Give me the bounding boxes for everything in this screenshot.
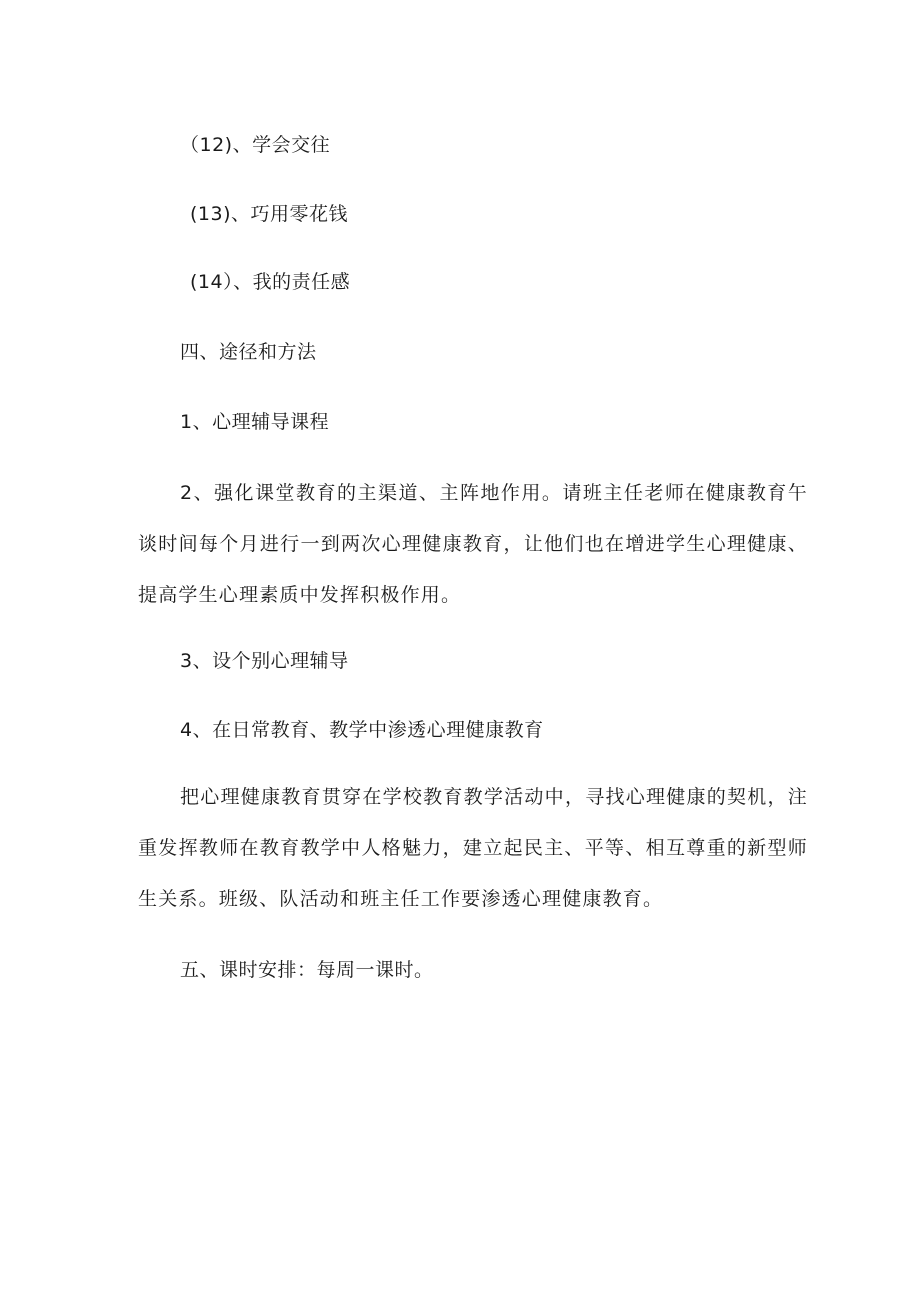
list-item-13: (13)、巧用零花钱 bbox=[190, 203, 349, 225]
list-item-12: （12)、学会交往 bbox=[180, 134, 331, 156]
section-heading-4: 四、途径和方法 bbox=[180, 341, 317, 363]
method-item-1: 1、心理辅导课程 bbox=[180, 411, 330, 433]
method-item-3: 3、设个别心理辅导 bbox=[180, 650, 349, 672]
list-item-14: (14）、我的责任感 bbox=[190, 271, 351, 293]
section-5-schedule: 五、课时安排：每周一课时。 bbox=[180, 959, 434, 981]
method-item-4: 4、在日常教育、教学中渗透心理健康教育 bbox=[180, 719, 544, 741]
method-item-2-paragraph: 2、强化课堂教育的主渠道、主阵地作用。请班主任老师在健康教育午谈时间每个月进行一到两次心理健康教育，让他们也在增进学生心理健康、提高学生心理素质中发挥积极作用。 bbox=[138, 482, 808, 606]
method-item-4-paragraph: 把心理健康教育贯穿在学校教育教学活动中，寻找心理健康的契机，注重发挥教师在教育教学中人格魅力，建立起民主、平等、相互尊重的新型师生关系。班级、队活动和班主任工作要渗透心理健康教育。 bbox=[138, 786, 808, 910]
